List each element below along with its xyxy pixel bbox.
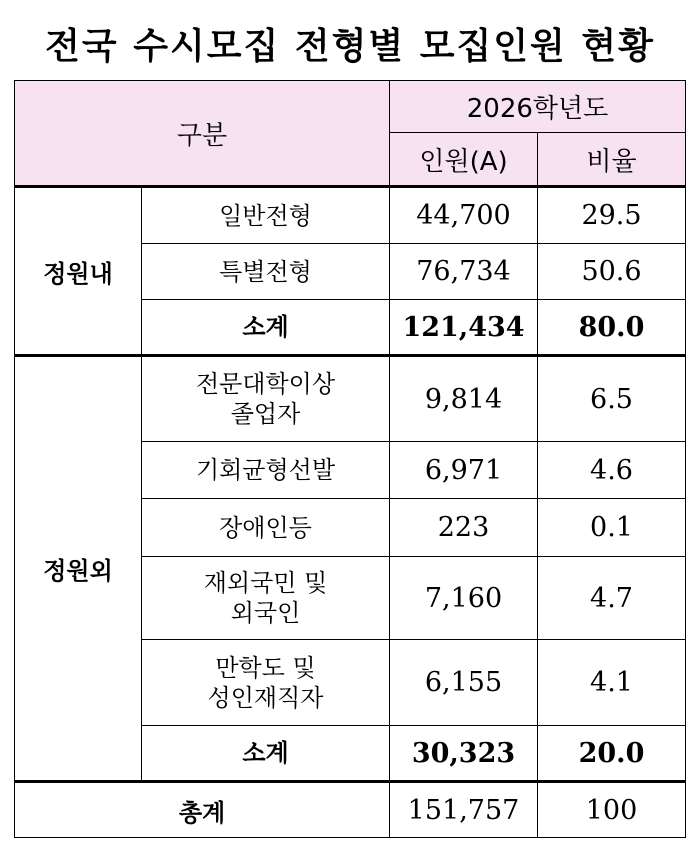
row-count: 7,160 <box>390 557 538 640</box>
header-year: 2026학년도 <box>390 81 686 133</box>
subtotal-label: 소계 <box>142 726 390 782</box>
row-name-line2: 졸업자 <box>230 400 301 428</box>
header-count: 인원(A) <box>390 133 538 187</box>
row-count: 76,734 <box>390 244 538 300</box>
row-count: 44,700 <box>390 187 538 244</box>
row-ratio: 4.7 <box>538 557 686 640</box>
header-category: 구분 <box>15 81 390 187</box>
total-ratio: 100 <box>538 782 686 838</box>
header-row-1 <box>15 81 686 133</box>
row-name <box>142 557 390 640</box>
row-name: 장애인등 <box>142 499 390 557</box>
subtotal-ratio: 80.0 <box>538 300 686 356</box>
row-name <box>142 640 390 726</box>
row-ratio: 50.6 <box>538 244 686 300</box>
subtotal-label: 소계 <box>142 300 390 356</box>
group-label-outside: 정원외 <box>15 356 142 782</box>
row-ratio: 4.1 <box>538 640 686 726</box>
row-ratio: 6.5 <box>538 356 686 442</box>
total-label: 총계 <box>15 782 390 838</box>
row-name: 기회균형선발 <box>142 442 390 499</box>
row-count: 9,814 <box>390 356 538 442</box>
total-row <box>15 782 686 838</box>
row-ratio: 0.1 <box>538 499 686 557</box>
header-ratio: 비율 <box>538 133 686 187</box>
row-name <box>142 356 390 442</box>
row-name-line2: 성인재직자 <box>207 683 324 712</box>
row-name-line1: 만학도 및 <box>215 653 316 682</box>
row-ratio: 4.6 <box>538 442 686 499</box>
group-label-inside: 정원내 <box>15 187 142 356</box>
recruitment-table <box>14 80 686 838</box>
page-title: 전국 수시모집 전형별 모집인원 현황 <box>45 25 655 67</box>
table-row <box>15 187 686 244</box>
row-name-line1: 전문대학이상 <box>195 370 336 398</box>
row-name-line2: 외국인 <box>230 599 301 627</box>
row-count: 223 <box>390 499 538 557</box>
total-count: 151,757 <box>390 782 538 838</box>
row-name: 특별전형 <box>142 244 390 300</box>
row-count: 6,971 <box>390 442 538 499</box>
row-count: 6,155 <box>390 640 538 726</box>
row-name: 일반전형 <box>142 187 390 244</box>
subtotal-count: 30,323 <box>390 726 538 782</box>
subtotal-count: 121,434 <box>390 300 538 356</box>
subtotal-ratio: 20.0 <box>538 726 686 782</box>
table-row <box>15 356 686 442</box>
row-name-line1: 재외국민 및 <box>203 569 328 597</box>
row-ratio: 29.5 <box>538 187 686 244</box>
